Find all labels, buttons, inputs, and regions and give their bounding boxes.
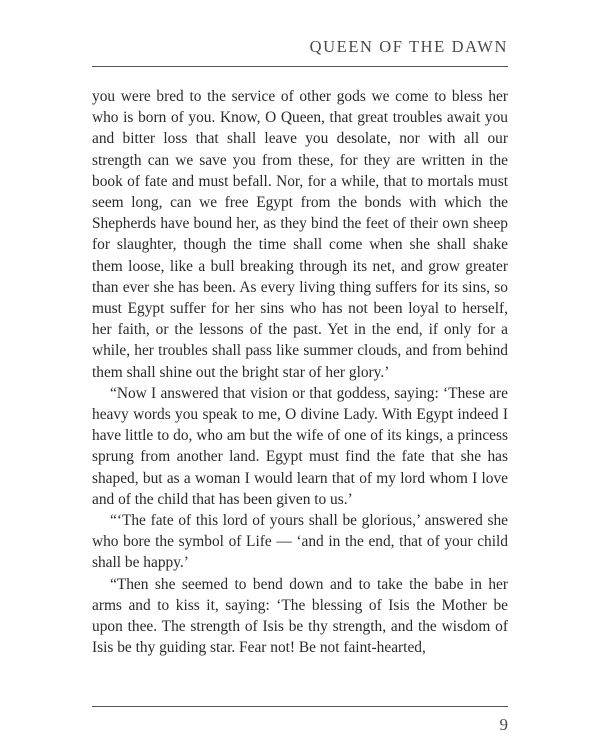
paragraph: “Then she seemed to bend down and to take the babe in her arms and to kiss it, saying: ‘The blessing of Isis the Mother be upon thee. The strength of Isis be thy strength, and the wisdom of Isis be thy guiding star. Fear not! Be not faint-hearted, <box>92 575 508 657</box>
page-number: 9 <box>499 715 508 734</box>
body-text <box>92 86 508 658</box>
running-title: QUEEN OF THE DAWN <box>309 37 508 56</box>
paragraph: you were bred to the service of other gods we come to bless her who is born of you. Know, O Queen, that great troubles await you and bitter loss that shall leave you desolate, nor with all our strength can we save you from these, for they are written in the book of fate and must befall. Nor, for a while, that to mortals must seem long, can we free Egypt from the bonds with which the Shepherds have bound her, as they bind the feet of their own sheep for slaughter, though the time shall come when she shall shake them loose, like a bull breaking through its net, and grow greater than ever she has been. As every living thing suffers for its sins, so must Egypt suffer for her sins who has not been loyal to herself, her faith, or the lessons of the past. Yet in the end, if only for a while, her troubles shall pass like summer clouds, and from behind them shall shine out the bright star of her glory.’ <box>92 88 508 381</box>
paragraph: “Now I answered that vision or that goddess, saying: ‘These are heavy words you speak to me, O divine Lady. With Egypt indeed I have little to do, who am but the wife of one of its kings, a princess sprung from another land. Egypt must find the fate that she has shaped, but as a woman I would learn that of my lord whom I love and of the child that has been given to us.’ <box>92 384 508 508</box>
header-rule <box>92 66 508 67</box>
footer-rule <box>92 706 508 707</box>
paragraph: “‘The fate of this lord of yours shall be glorious,’ answered she who bore the symbol of Life — ‘and in the end, that of your child shall be happy.’ <box>92 512 508 572</box>
